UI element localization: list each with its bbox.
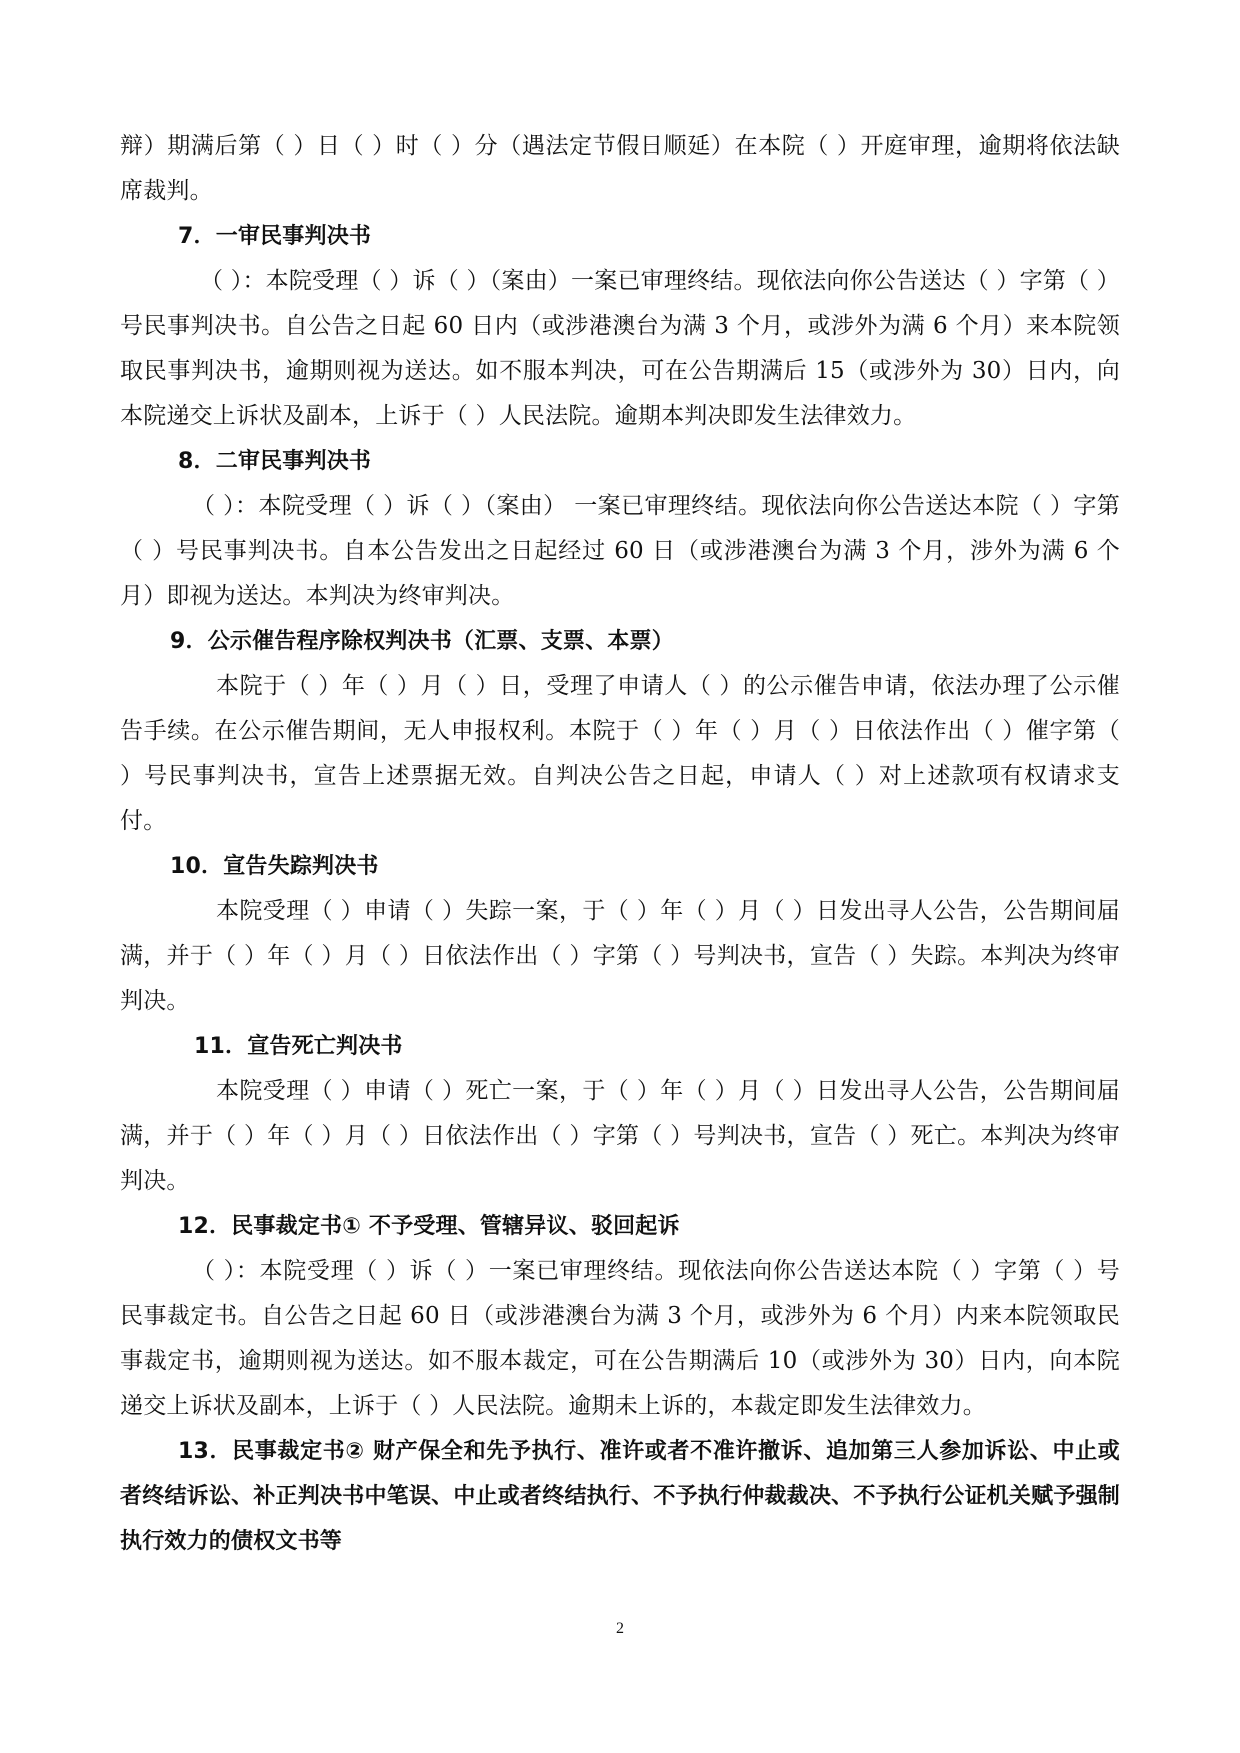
- section-7-body: （ ）：本院受理（ ）诉（ ）（案由）一案已审理终结。现依法向你公告送达（ ）字第（ ）号民事判决书。自公告之日起 60 日内（或涉港澳台为满 3 个月，或涉外为满 6 个月）来本院领取民事判决书，逾期则视为送达。如不服本判决，可在公告期满后 15（或涉外为 30）日内，向本院递交上诉状及副本，上诉于（ ）人民法院。逾期本判决即发生法律效力。: [120, 268, 1120, 429]
- section-11-heading: 11．宣告死亡判决书: [194, 1034, 403, 1059]
- section-7-heading: 7．一审民事判决书: [178, 224, 372, 249]
- section-13-heading: 13．民事裁定书② 财产保全和先予执行、准许或者不准许撤诉、追加第三人参加诉讼、中止或者终结诉讼、补正判决书中笔误、中止或者终结执行、不予执行仲裁裁决、不予执行公证机关赋予强制执行效力的债权文书等: [120, 1439, 1120, 1554]
- section-12-heading: 12．民事裁定书① 不予受理、管辖异议、驳回起诉: [178, 1214, 680, 1239]
- section-9-heading: 9．公示催告程序除权判决书（汇票、支票、本票）: [170, 629, 674, 654]
- section-9-body: 本院于（ ）年（ ）月（ ）日，受理了申请人（ ）的公示催告申请，依法办理了公示催告手续。在公示催告期间，无人申报权利。本院于（ ）年（ ）月（ ）日依法作出（ ）催字第（ ）号民事判决书，宣告上述票据无效。自判决公告之日起，申请人（ ）对上述款项有权请求支付。: [120, 673, 1120, 834]
- section-8-body: （ ）：本院受理（ ）诉（ ）（案由） 一案已审理终结。现依法向你公告送达本院（ ）字第（ ）号民事判决书。自本公告发出之日起经过 60 日（或涉港澳台为满 3 个月，涉外为满 6 个月）即视为送达。本判决为终审判决。: [120, 493, 1120, 609]
- section-10-heading: 10．宣告失踪判决书: [170, 854, 379, 879]
- section-12-body: （ ）：本院受理（ ）诉（ ）一案已审理终结。现依法向你公告送达本院（ ）字第（ ）号民事裁定书。自公告之日起 60 日（或涉港澳台为满 3 个月，或涉外为 6 个月）内来本院领取民事裁定书，逾期则视为送达。如不服本裁定，可在公告期满后 10（或涉外为 30）日内，向本院递交上诉状及副本，上诉于（ ）人民法院。逾期未上诉的，本裁定即发生法律效力。: [120, 1258, 1120, 1419]
- document-page: [120, 124, 1120, 1564]
- page-number: 2: [616, 1620, 624, 1637]
- intro-paragraph: 辩）期满后第（ ）日（ ）时（ ）分（遇法定节假日顺延）在本院（ ）开庭审理，逾期将依法缺席裁判。: [120, 133, 1120, 204]
- section-8-heading: 8．二审民事判决书: [178, 449, 372, 474]
- section-11-body: 本院受理（ ）申请（ ）死亡一案，于（ ）年（ ）月（ ）日发出寻人公告，公告期间届满，并于（ ）年（ ）月（ ）日依法作出（ ）字第（ ）号判决书，宣告（ ）死亡。本判决为终审判决。: [120, 1078, 1120, 1194]
- section-10-body: 本院受理（ ）申请（ ）失踪一案，于（ ）年（ ）月（ ）日发出寻人公告，公告期间届满，并于（ ）年（ ）月（ ）日依法作出（ ）字第（ ）号判决书，宣告（ ）失踪。本判决为终审判决。: [120, 898, 1120, 1014]
